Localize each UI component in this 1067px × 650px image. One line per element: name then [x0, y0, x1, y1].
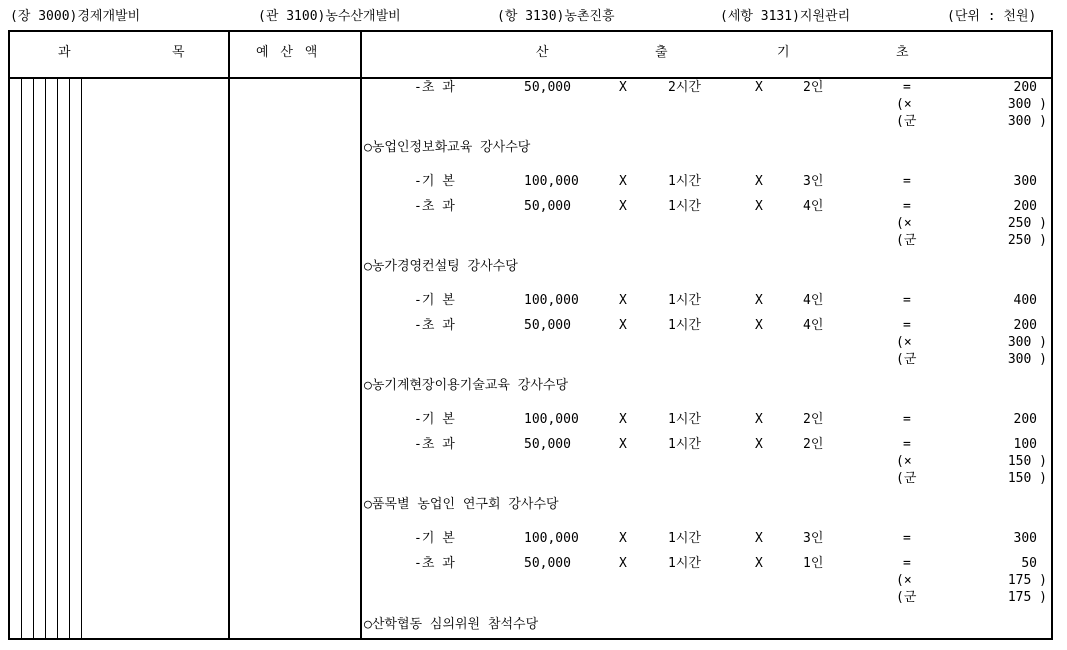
line-amount: 50,000 [524, 199, 571, 214]
line-people: 2인 [803, 437, 824, 452]
share-label: (× [896, 335, 912, 350]
share-value: 300 ) [1007, 97, 1047, 112]
unit-label: (단위 : 천원) [947, 9, 1037, 24]
line-value: 200 [1013, 80, 1037, 95]
line-label: -초 과 [414, 80, 455, 95]
equals-sign: = [903, 80, 911, 95]
share-value: 175 ) [1007, 573, 1047, 588]
multiply-sign: X [619, 293, 627, 308]
share-label: (× [896, 216, 912, 231]
line-amount: 50,000 [524, 318, 571, 333]
equals-sign: = [903, 556, 911, 571]
line-amount: 100,000 [524, 174, 579, 189]
multiply-sign: X [755, 199, 763, 214]
equals-sign: = [903, 293, 911, 308]
multiply-sign: X [755, 412, 763, 427]
line-amount: 50,000 [524, 80, 571, 95]
line-label: -기 본 [414, 293, 455, 308]
share-label: (군 [896, 233, 917, 248]
col-divider-calc [360, 30, 362, 640]
line-people: 4인 [803, 293, 824, 308]
line-value: 100 [1013, 437, 1037, 452]
item-label: (항 3130)농촌진흥 [497, 9, 615, 24]
line-amount: 50,000 [524, 556, 571, 571]
multiply-sign: X [619, 556, 627, 571]
line-value: 200 [1013, 412, 1037, 427]
col-calc-1: 산 [536, 45, 549, 60]
equals-sign: = [903, 437, 911, 452]
header-divider [8, 77, 1053, 79]
line-people: 4인 [803, 199, 824, 214]
item-title: ○품목별 농업인 연구회 강사수당 [364, 497, 559, 512]
line-label: -초 과 [414, 556, 455, 571]
col-gwa: 과 [58, 45, 71, 60]
line-people: 3인 [803, 174, 824, 189]
share-label: (군 [896, 590, 917, 605]
share-value: 300 ) [1007, 335, 1047, 350]
section-label: (관 3100)농수산개발비 [258, 9, 401, 24]
line-label: -기 본 [414, 174, 455, 189]
line-label: -초 과 [414, 437, 455, 452]
line-label: -초 과 [414, 199, 455, 214]
line-people: 3인 [803, 531, 824, 546]
equals-sign: = [903, 531, 911, 546]
share-value: 250 ) [1007, 216, 1047, 231]
multiply-sign: X [755, 437, 763, 452]
category-line [21, 78, 22, 640]
item-title: ○농가경영컨설팅 강사수당 [364, 259, 518, 274]
col-divider-budget [228, 30, 230, 640]
multiply-sign: X [619, 174, 627, 189]
line-amount: 50,000 [524, 437, 571, 452]
share-label: (군 [896, 114, 917, 129]
col-calc-2: 출 [655, 45, 668, 60]
line-value: 400 [1013, 293, 1037, 308]
line-label: -기 본 [414, 412, 455, 427]
equals-sign: = [903, 318, 911, 333]
multiply-sign: X [755, 318, 763, 333]
line-value: 50 [1021, 556, 1037, 571]
line-label: -기 본 [414, 531, 455, 546]
col-mok: 목 [172, 45, 185, 60]
multiply-sign: X [619, 531, 627, 546]
line-value: 200 [1013, 199, 1037, 214]
line-duration: 1시간 [668, 437, 701, 452]
share-value: 250 ) [1007, 233, 1047, 248]
line-duration: 1시간 [668, 412, 701, 427]
share-value: 300 ) [1007, 352, 1047, 367]
line-value: 300 [1013, 174, 1037, 189]
share-label: (× [896, 454, 912, 469]
multiply-sign: X [755, 531, 763, 546]
multiply-sign: X [619, 412, 627, 427]
multiply-sign: X [619, 199, 627, 214]
line-label: -초 과 [414, 318, 455, 333]
line-duration: 1시간 [668, 531, 701, 546]
line-amount: 100,000 [524, 412, 579, 427]
multiply-sign: X [619, 437, 627, 452]
col-calc-4: 초 [896, 45, 909, 60]
line-value: 300 [1013, 531, 1037, 546]
item-title: ○농기계현장이용기술교육 강사수당 [364, 378, 569, 393]
col-calc-3: 기 [777, 45, 790, 60]
line-people: 4인 [803, 318, 824, 333]
equals-sign: = [903, 174, 911, 189]
category-line [81, 78, 82, 640]
line-duration: 1시간 [668, 199, 701, 214]
equals-sign: = [903, 412, 911, 427]
subitem-label: (세항 3131)지원관리 [720, 9, 851, 24]
multiply-sign: X [619, 318, 627, 333]
multiply-sign: X [755, 174, 763, 189]
share-label: (× [896, 97, 912, 112]
share-value: 150 ) [1007, 454, 1047, 469]
share-label: (× [896, 573, 912, 588]
multiply-sign: X [755, 80, 763, 95]
line-amount: 100,000 [524, 293, 579, 308]
share-value: 300 ) [1007, 114, 1047, 129]
line-duration: 1시간 [668, 318, 701, 333]
share-label: (군 [896, 471, 917, 486]
share-value: 150 ) [1007, 471, 1047, 486]
multiply-sign: X [619, 80, 627, 95]
category-line [33, 78, 34, 640]
category-line [45, 78, 46, 640]
line-people: 2인 [803, 412, 824, 427]
line-value: 200 [1013, 318, 1037, 333]
line-duration: 1시간 [668, 293, 701, 308]
line-duration: 1시간 [668, 556, 701, 571]
category-line [57, 78, 58, 640]
col-budget: 예 산 액 [256, 45, 320, 60]
line-people: 1인 [803, 556, 824, 571]
equals-sign: = [903, 199, 911, 214]
item-title: ○농업인정보화교육 강사수당 [364, 140, 531, 155]
share-value: 175 ) [1007, 590, 1047, 605]
line-people: 2인 [803, 80, 824, 95]
chapter-label: (장 3000)경제개발비 [10, 9, 141, 24]
line-amount: 100,000 [524, 531, 579, 546]
line-duration: 1시간 [668, 174, 701, 189]
multiply-sign: X [755, 556, 763, 571]
share-label: (군 [896, 352, 917, 367]
multiply-sign: X [755, 293, 763, 308]
category-line [69, 78, 70, 640]
line-duration: 2시간 [668, 80, 701, 95]
item-title: ○산학협동 심의위원 참석수당 [364, 617, 539, 632]
